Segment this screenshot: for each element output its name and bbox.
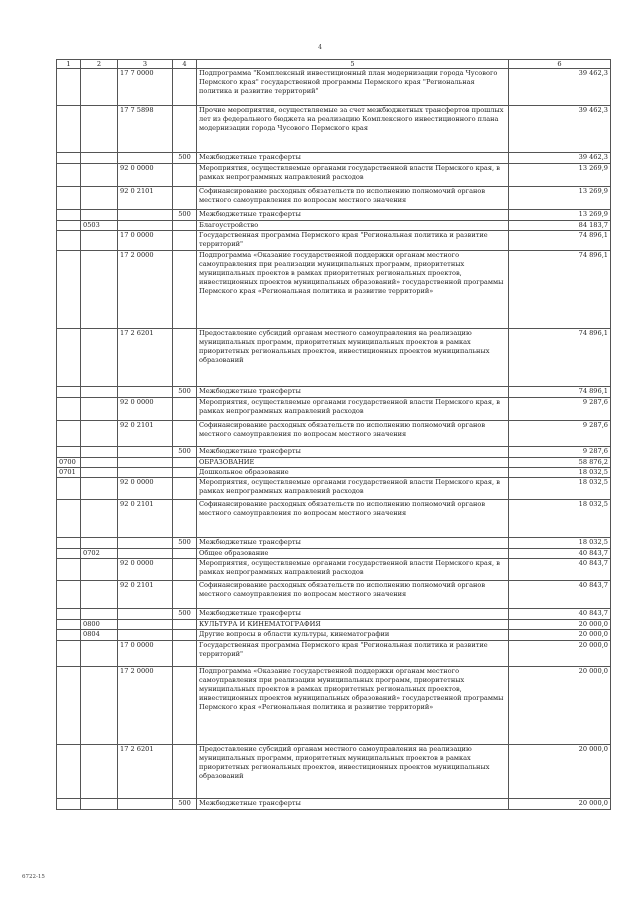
table-row <box>57 458 611 468</box>
description-cell: Мероприятия, осуществляемые органами государственной власти Пермского края, в рамках непрограммных направлений расходов <box>197 478 509 500</box>
table-body <box>57 69 611 810</box>
description-cell: Межбюджетные трансферты <box>197 153 509 164</box>
amount-cell: 39 462,3 <box>509 69 611 106</box>
amount-cell: 40 843,7 <box>509 581 611 609</box>
target-article-cell: 92 0 2101 <box>118 421 173 447</box>
subsection-code-cell <box>81 458 118 468</box>
subsection-code-cell <box>81 106 118 153</box>
description-cell: Предоставление субсидий органам местного самоуправления на реализацию муниципальных программ, приоритетных муниципальных проектов в рамках приоритетных региональных проектов, инвестиционных проектов муниципальных образований <box>197 745 509 799</box>
target-article-cell <box>118 468 173 478</box>
table-row <box>57 667 611 745</box>
target-article-cell <box>118 799 173 810</box>
table-row <box>57 231 611 251</box>
expense-type-cell <box>173 329 197 387</box>
target-article-cell <box>118 447 173 458</box>
subsection-code-cell <box>81 447 118 458</box>
amount-cell: 20 000,0 <box>509 745 611 799</box>
target-article-cell: 17 2 6201 <box>118 745 173 799</box>
description-cell: Государственная программа Пермского края "Региональная политика и развитие территорий" <box>197 641 509 667</box>
subsection-code-cell <box>81 478 118 500</box>
section-code-cell <box>57 187 81 210</box>
description-cell: Софинансирование расходных обязательств по исполнению полномочий органов местного самоуправления по вопросам местного значения <box>197 421 509 447</box>
table-row <box>57 630 611 641</box>
subsection-code-cell: 0804 <box>81 630 118 641</box>
amount-cell: 20 000,0 <box>509 667 611 745</box>
expense-type-cell <box>173 581 197 609</box>
section-code-cell <box>57 641 81 667</box>
description-cell: Предоставление субсидий органам местного самоуправления на реализацию муниципальных программ, приоритетных муниципальных проектов в рамках приоритетных региональных проектов, инвестиционных проектов муниципальных образований <box>197 329 509 387</box>
amount-cell: 18 032,5 <box>509 500 611 538</box>
description-cell: Межбюджетные трансферты <box>197 210 509 221</box>
expense-type-cell: 500 <box>173 447 197 458</box>
table-row <box>57 745 611 799</box>
header-cell: 5 <box>197 60 509 69</box>
table-row <box>57 221 611 231</box>
header-row <box>57 60 611 69</box>
subsection-code-cell: 0800 <box>81 620 118 630</box>
table-row <box>57 106 611 153</box>
table-row <box>57 69 611 106</box>
expense-type-cell <box>173 421 197 447</box>
section-code-cell <box>57 549 81 559</box>
expense-type-cell <box>173 620 197 630</box>
section-code-cell <box>57 447 81 458</box>
subsection-code-cell <box>81 329 118 387</box>
subsection-code-cell <box>81 799 118 810</box>
target-article-cell: 92 0 0000 <box>118 398 173 421</box>
section-code-cell <box>57 398 81 421</box>
table-row <box>57 500 611 538</box>
description-cell: Мероприятия, осуществляемые органами государственной власти Пермского края, в рамках непрограммных направлений расходов <box>197 559 509 581</box>
target-article-cell <box>118 210 173 221</box>
expense-type-cell: 500 <box>173 153 197 164</box>
description-cell: Подпрограмма «Оказание государственной поддержки органам местного самоуправления при реализации муниципальных программ, приоритетных муниципальных проектов в рамках приоритетных региональных проектов, инвестиционных проектов муниципальных образований» государственной программы Пермского края «Региональная политика и развитие территорий» <box>197 667 509 745</box>
amount-cell: 40 843,7 <box>509 549 611 559</box>
expense-type-cell <box>173 478 197 500</box>
amount-cell: 39 462,3 <box>509 106 611 153</box>
target-article-cell: 92 0 0000 <box>118 559 173 581</box>
target-article-cell: 92 0 0000 <box>118 164 173 187</box>
expense-type-cell <box>173 468 197 478</box>
expense-type-cell <box>173 187 197 210</box>
description-cell: Мероприятия, осуществляемые органами государственной власти Пермского края, в рамках непрограммных направлений расходов <box>197 398 509 421</box>
subsection-code-cell <box>81 609 118 620</box>
target-article-cell <box>118 609 173 620</box>
amount-cell: 74 896,1 <box>509 231 611 251</box>
table-row <box>57 447 611 458</box>
description-cell: Межбюджетные трансферты <box>197 609 509 620</box>
subsection-code-cell <box>81 387 118 398</box>
subsection-code-cell <box>81 421 118 447</box>
target-article-cell: 17 0 0000 <box>118 641 173 667</box>
table-row <box>57 468 611 478</box>
section-code-cell <box>57 106 81 153</box>
table-row <box>57 478 611 500</box>
amount-cell: 20 000,0 <box>509 620 611 630</box>
description-cell: Мероприятия, осуществляемые органами государственной власти Пермского края, в рамках непрограммных направлений расходов <box>197 164 509 187</box>
header-cell: 1 <box>57 60 81 69</box>
description-cell: Прочие мероприятия, осуществляемые за счет межбюджетных трансфертов прошлых лет из федерального бюджета на реализацию Комплексного инвестиционного плана модернизации города Чусового Пермского края <box>197 106 509 153</box>
target-article-cell <box>118 458 173 468</box>
subsection-code-cell <box>81 231 118 251</box>
target-article-cell <box>118 549 173 559</box>
subsection-code-cell <box>81 468 118 478</box>
section-code-cell <box>57 500 81 538</box>
table-row <box>57 164 611 187</box>
subsection-code-cell <box>81 500 118 538</box>
section-code-cell <box>57 538 81 549</box>
description-cell: Благоустройство <box>197 221 509 231</box>
target-article-cell <box>118 538 173 549</box>
amount-cell: 13 269,9 <box>509 164 611 187</box>
amount-cell: 9 287,6 <box>509 421 611 447</box>
description-cell: Другие вопросы в области культуры, кинематографии <box>197 630 509 641</box>
document-code: 6722-15 <box>22 874 45 880</box>
description-cell: Подпрограмма «Оказание государственной поддержки органам местного самоуправления при реализации муниципальных программ, приоритетных муниципальных проектов в рамках приоритетных региональных проектов, инвестиционных проектов муниципальных образований» государственной программы Пермского края «Региональная политика и развитие территорий» <box>197 251 509 329</box>
table-row <box>57 620 611 630</box>
section-code-cell: 0701 <box>57 468 81 478</box>
section-code-cell <box>57 581 81 609</box>
expense-type-cell <box>173 549 197 559</box>
description-cell: Софинансирование расходных обязательств по исполнению полномочий органов местного самоуправления по вопросам местного значения <box>197 187 509 210</box>
amount-cell: 9 287,6 <box>509 398 611 421</box>
subsection-code-cell: 0702 <box>81 549 118 559</box>
expense-type-cell: 500 <box>173 210 197 221</box>
description-cell: Подпрограмма "Комплексный инвестиционный план модернизации города Чусового Пермского края" государственной программы Пермского края "Региональная политика и развитие территорий" <box>197 69 509 106</box>
expense-type-cell: 500 <box>173 538 197 549</box>
amount-cell: 18 032,5 <box>509 538 611 549</box>
section-code-cell <box>57 478 81 500</box>
amount-cell: 74 896,1 <box>509 387 611 398</box>
expense-type-cell <box>173 667 197 745</box>
target-article-cell: 17 0 0000 <box>118 231 173 251</box>
section-code-cell <box>57 329 81 387</box>
header-cell: 6 <box>509 60 611 69</box>
expense-type-cell: 500 <box>173 609 197 620</box>
expense-type-cell <box>173 251 197 329</box>
expense-type-cell <box>173 106 197 153</box>
header-cell: 4 <box>173 60 197 69</box>
section-code-cell <box>57 799 81 810</box>
description-cell: Общее образование <box>197 549 509 559</box>
target-article-cell <box>118 620 173 630</box>
expense-type-cell <box>173 641 197 667</box>
description-cell: Государственная программа Пермского края "Региональная политика и развитие территорий" <box>197 231 509 251</box>
subsection-code-cell <box>81 187 118 210</box>
description-cell: Межбюджетные трансферты <box>197 387 509 398</box>
table-row <box>57 153 611 164</box>
header-cell: 3 <box>118 60 173 69</box>
amount-cell: 13 269,9 <box>509 187 611 210</box>
target-article-cell: 92 0 2101 <box>118 500 173 538</box>
target-article-cell <box>118 153 173 164</box>
table-row <box>57 187 611 210</box>
subsection-code-cell <box>81 69 118 106</box>
description-cell: КУЛЬТУРА И КИНЕМАТОГРАФИЯ <box>197 620 509 630</box>
page-number: 4 <box>318 44 322 51</box>
amount-cell: 9 287,6 <box>509 447 611 458</box>
table-row <box>57 549 611 559</box>
table-row <box>57 251 611 329</box>
target-article-cell: 92 0 2101 <box>118 187 173 210</box>
expense-type-cell <box>173 69 197 106</box>
expense-type-cell <box>173 458 197 468</box>
section-code-cell <box>57 559 81 581</box>
expense-type-cell: 500 <box>173 387 197 398</box>
subsection-code-cell <box>81 538 118 549</box>
subsection-code-cell <box>81 667 118 745</box>
amount-cell: 20 000,0 <box>509 799 611 810</box>
subsection-code-cell <box>81 251 118 329</box>
section-code-cell <box>57 231 81 251</box>
amount-cell: 18 032,5 <box>509 468 611 478</box>
table-row <box>57 210 611 221</box>
table-row <box>57 387 611 398</box>
target-article-cell <box>118 221 173 231</box>
description-cell: Софинансирование расходных обязательств по исполнению полномочий органов местного самоуправления по вопросам местного значения <box>197 581 509 609</box>
target-article-cell <box>118 387 173 398</box>
section-code-cell <box>57 153 81 164</box>
expense-type-cell <box>173 231 197 251</box>
subsection-code-cell <box>81 641 118 667</box>
subsection-code-cell <box>81 581 118 609</box>
expense-type-cell <box>173 221 197 231</box>
expense-type-cell <box>173 559 197 581</box>
section-code-cell <box>57 221 81 231</box>
subsection-code-cell <box>81 398 118 421</box>
table-row <box>57 329 611 387</box>
section-code-cell <box>57 620 81 630</box>
section-code-cell <box>57 745 81 799</box>
table-row <box>57 398 611 421</box>
table-row <box>57 799 611 810</box>
expense-type-cell <box>173 630 197 641</box>
section-code-cell <box>57 630 81 641</box>
table-row <box>57 421 611 447</box>
description-cell: Межбюджетные трансферты <box>197 799 509 810</box>
target-article-cell: 17 7 0000 <box>118 69 173 106</box>
target-article-cell: 17 7 5898 <box>118 106 173 153</box>
section-code-cell <box>57 609 81 620</box>
amount-cell: 18 032,5 <box>509 478 611 500</box>
section-code-cell <box>57 387 81 398</box>
amount-cell: 58 876,2 <box>509 458 611 468</box>
table-row <box>57 581 611 609</box>
amount-cell: 74 896,1 <box>509 329 611 387</box>
table-row <box>57 609 611 620</box>
table-row <box>57 538 611 549</box>
amount-cell: 74 896,1 <box>509 251 611 329</box>
target-article-cell: 17 2 0000 <box>118 667 173 745</box>
amount-cell: 20 000,0 <box>509 641 611 667</box>
description-cell: Межбюджетные трансферты <box>197 538 509 549</box>
expense-type-cell <box>173 500 197 538</box>
subsection-code-cell <box>81 745 118 799</box>
amount-cell: 40 843,7 <box>509 559 611 581</box>
amount-cell: 84 183,7 <box>509 221 611 231</box>
section-code-cell <box>57 69 81 106</box>
header-cell: 2 <box>81 60 118 69</box>
target-article-cell: 17 2 0000 <box>118 251 173 329</box>
subsection-code-cell <box>81 164 118 187</box>
amount-cell: 20 000,0 <box>509 630 611 641</box>
table-row <box>57 641 611 667</box>
target-article-cell <box>118 630 173 641</box>
section-code-cell <box>57 164 81 187</box>
target-article-cell: 17 2 6201 <box>118 329 173 387</box>
amount-cell: 39 462,3 <box>509 153 611 164</box>
description-cell: Межбюджетные трансферты <box>197 447 509 458</box>
target-article-cell: 92 0 2101 <box>118 581 173 609</box>
description-cell: Дошкольное образование <box>197 468 509 478</box>
amount-cell: 40 843,7 <box>509 609 611 620</box>
expense-type-cell: 500 <box>173 799 197 810</box>
amount-cell: 13 269,9 <box>509 210 611 221</box>
expense-type-cell <box>173 164 197 187</box>
expense-type-cell <box>173 398 197 421</box>
section-code-cell <box>57 421 81 447</box>
subsection-code-cell <box>81 559 118 581</box>
section-code-cell: 0700 <box>57 458 81 468</box>
target-article-cell: 92 0 0000 <box>118 478 173 500</box>
expense-type-cell <box>173 745 197 799</box>
subsection-code-cell <box>81 153 118 164</box>
table-row <box>57 559 611 581</box>
section-code-cell <box>57 667 81 745</box>
subsection-code-cell <box>81 210 118 221</box>
subsection-code-cell: 0503 <box>81 221 118 231</box>
description-cell: ОБРАЗОВАНИЕ <box>197 458 509 468</box>
section-code-cell <box>57 210 81 221</box>
budget-table <box>56 59 611 810</box>
description-cell: Софинансирование расходных обязательств по исполнению полномочий органов местного самоуправления по вопросам местного значения <box>197 500 509 538</box>
section-code-cell <box>57 251 81 329</box>
